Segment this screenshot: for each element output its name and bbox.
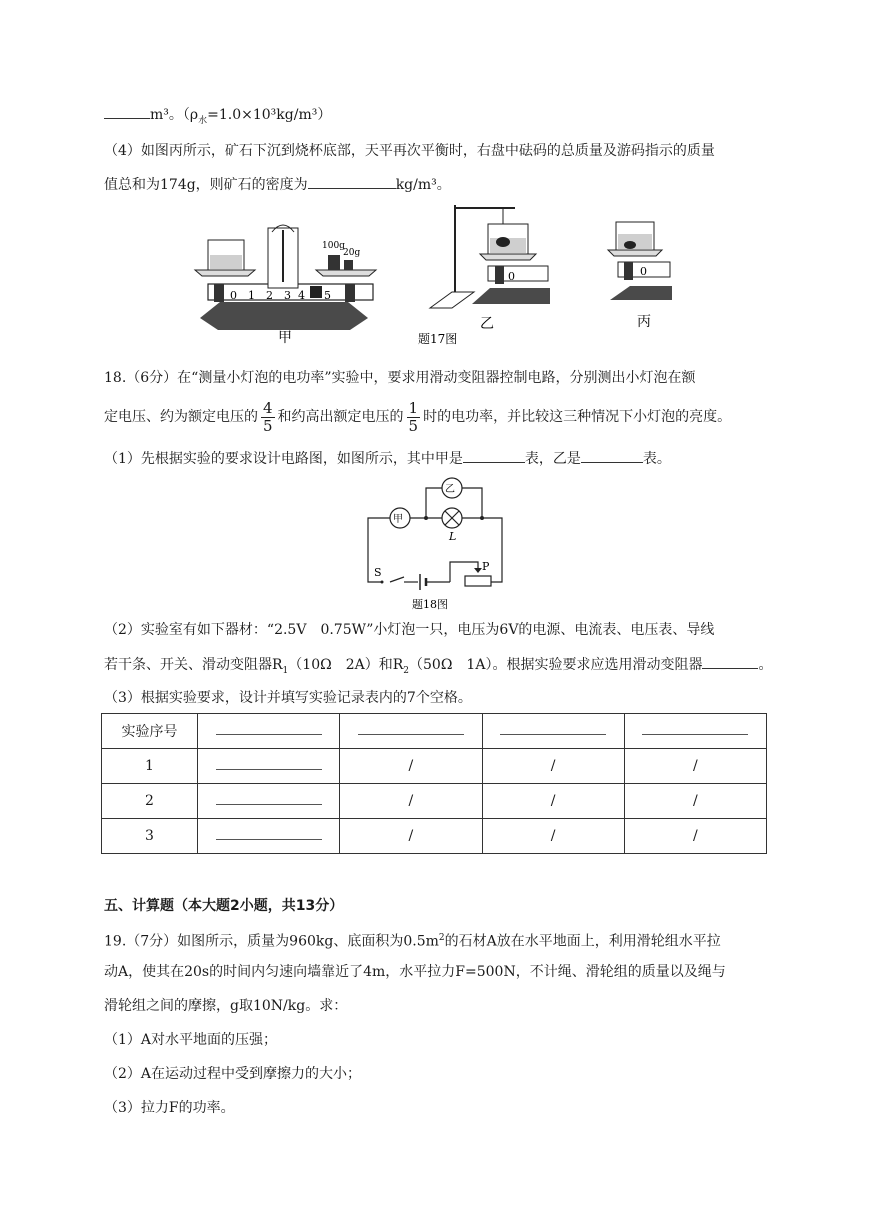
scale-mark: 4 [298, 289, 305, 302]
fraction-denominator: 5 [263, 416, 273, 435]
q18-2-text: （50Ω 1A）。根据实验要求应选用滑动变阻器 [409, 657, 703, 673]
meter-jia-label: 甲 [393, 514, 403, 525]
scale-mark: 1 [248, 289, 255, 302]
q18-3-line: （3）根据实验要求，设计并填写实验记录表内的7个空格。 [104, 690, 472, 706]
rho-subscript: 水 [198, 115, 208, 126]
slider-label: P [482, 560, 490, 573]
slash-cell: / [624, 819, 766, 854]
row-index: 1 [102, 749, 198, 784]
q18-2-text: 若干条、开关、滑动变阻器R [104, 657, 283, 673]
superscript: 2 [438, 933, 445, 943]
slash-cell: / [482, 749, 624, 784]
q18-1-line [104, 448, 671, 469]
fraction-four-fifths [261, 400, 275, 435]
table-row [102, 819, 767, 854]
q17-4-line1: （4）如图丙所示，矿石下沉到烧杯底部，天平再次平衡时，右盘中砝码的总质量及游码指示的质量 [104, 143, 715, 159]
q18-2-line2 [104, 654, 772, 681]
q17-4-unit: kg/m³。 [395, 177, 451, 193]
figure-17-caption: 题17图 [418, 332, 458, 346]
figure-18-circuit [360, 474, 510, 612]
q19-text: 的石材A放在水平地面上，利用滑轮组水平拉 [444, 933, 721, 950]
q18-1-text: （1）先根据实验的要求设计电路图，如图所示，其中甲是 [104, 451, 463, 467]
fraction-numerator: 1 [408, 398, 419, 417]
fraction-numerator: 4 [263, 398, 273, 417]
q19-line2: 动A，使其在20s的时间内匀速向墙靠近了4m，水平拉力F=500N，不计绳、滑轮组的质量以及绳与 [104, 964, 726, 980]
table-blank-cell[interactable] [198, 749, 340, 784]
density-answer-blank[interactable] [308, 174, 396, 189]
slash-cell: / [340, 819, 482, 854]
figure-18-caption: 题18图 [412, 598, 448, 611]
table-blank-cell[interactable] [340, 714, 482, 749]
q19-sub3: （3）拉力F的功率。 [104, 1100, 235, 1116]
q18-text: 定电压、约为额定电压的 [104, 409, 258, 425]
q18-1-text: 表。 [642, 451, 671, 467]
meter-yi-label: 乙 [445, 484, 455, 495]
row-index: 2 [102, 784, 198, 819]
scale-mark: 5 [324, 289, 331, 302]
subscript: 2 [403, 665, 409, 676]
water-density-text: =1.0×10³kg/m³） [207, 107, 332, 123]
zero-mark: 0 [508, 270, 515, 283]
meter-yi-blank[interactable] [581, 448, 643, 463]
q17-4-text: 值总和为174g，则矿石的密度为 [104, 177, 308, 193]
slash-cell: / [482, 784, 624, 819]
slash-cell: / [482, 819, 624, 854]
lamp-label: L [449, 530, 457, 543]
q17-4-line2 [104, 174, 451, 195]
weight-20g-label: 20g [343, 248, 361, 258]
row-index: 3 [102, 819, 198, 854]
q19-line3: 滑轮组之间的摩擦，g取10N/kg。求： [104, 998, 348, 1014]
meter-jia-blank[interactable] [463, 448, 525, 463]
slash-cell: / [340, 749, 482, 784]
fraction-denominator: 5 [408, 416, 419, 435]
table-header-row [102, 714, 767, 749]
slash-cell: / [624, 749, 766, 784]
q19-sub2: （2）A在运动过程中受到摩擦力的大小； [104, 1066, 362, 1082]
weight-100g-label: 100g [322, 241, 345, 251]
q18-1-text: 表，乙是 [524, 451, 581, 467]
slash-cell: / [624, 784, 766, 819]
table-blank-cell[interactable] [624, 714, 766, 749]
fraction-one-fifth [407, 400, 421, 435]
unit-text: m³。（ρ [150, 107, 199, 123]
zero-mark: 0 [640, 265, 647, 278]
table-blank-cell[interactable] [198, 784, 340, 819]
q18-text: 和约高出额定电压的 [277, 409, 404, 425]
q19-line1 [104, 928, 721, 952]
label-bing: 丙 [637, 314, 651, 330]
setup-bing [608, 222, 672, 330]
label-yi: 乙 [480, 316, 494, 332]
table-blank-cell[interactable] [482, 714, 624, 749]
scale-mark: 3 [284, 289, 291, 302]
q18-2-text: 。 [758, 657, 773, 673]
balance-jia [195, 225, 376, 346]
answer-blank[interactable] [104, 104, 150, 119]
q18-2-text: （10Ω 2A）和R [288, 657, 404, 673]
table-row [102, 749, 767, 784]
record-table [101, 713, 767, 854]
label-jia: 甲 [278, 330, 292, 346]
table-blank-cell[interactable] [198, 819, 340, 854]
figure-17 [190, 200, 680, 350]
section-5-heading: 五、计算题（本大题2小题，共13分） [104, 898, 344, 914]
q19-text: 19.（7分）如图所示，质量为960kg、底面积为0.5m [104, 933, 439, 950]
table-header-cell: 实验序号 [102, 714, 198, 749]
density-unit-line [104, 104, 331, 131]
slash-cell: / [340, 784, 482, 819]
scale-mark: 2 [266, 289, 273, 302]
switch-label: S [374, 566, 382, 579]
setup-yi [418, 205, 550, 346]
table-blank-cell[interactable] [198, 714, 340, 749]
table-row [102, 784, 767, 819]
subscript: 1 [282, 665, 289, 676]
q18-line2 [104, 398, 731, 436]
scale-mark: 0 [230, 289, 237, 302]
q19-sub1: （1）A对水平地面的压强； [104, 1032, 278, 1048]
q18-2-line1: （2）实验室有如下器材：“2.5V 0.75W”小灯泡一只，电压为6V的电源、电流表、电压表、导线 [104, 622, 715, 638]
rheostat-blank[interactable] [702, 654, 758, 669]
q18-line1: 18.（6分）在“测量小灯泡的电功率”实验中，要求用滑动变阻器控制电路，分别测出小灯泡在额 [104, 370, 696, 386]
q18-text: 时的电功率，并比较这三种情况下小灯泡的亮度。 [423, 409, 732, 425]
